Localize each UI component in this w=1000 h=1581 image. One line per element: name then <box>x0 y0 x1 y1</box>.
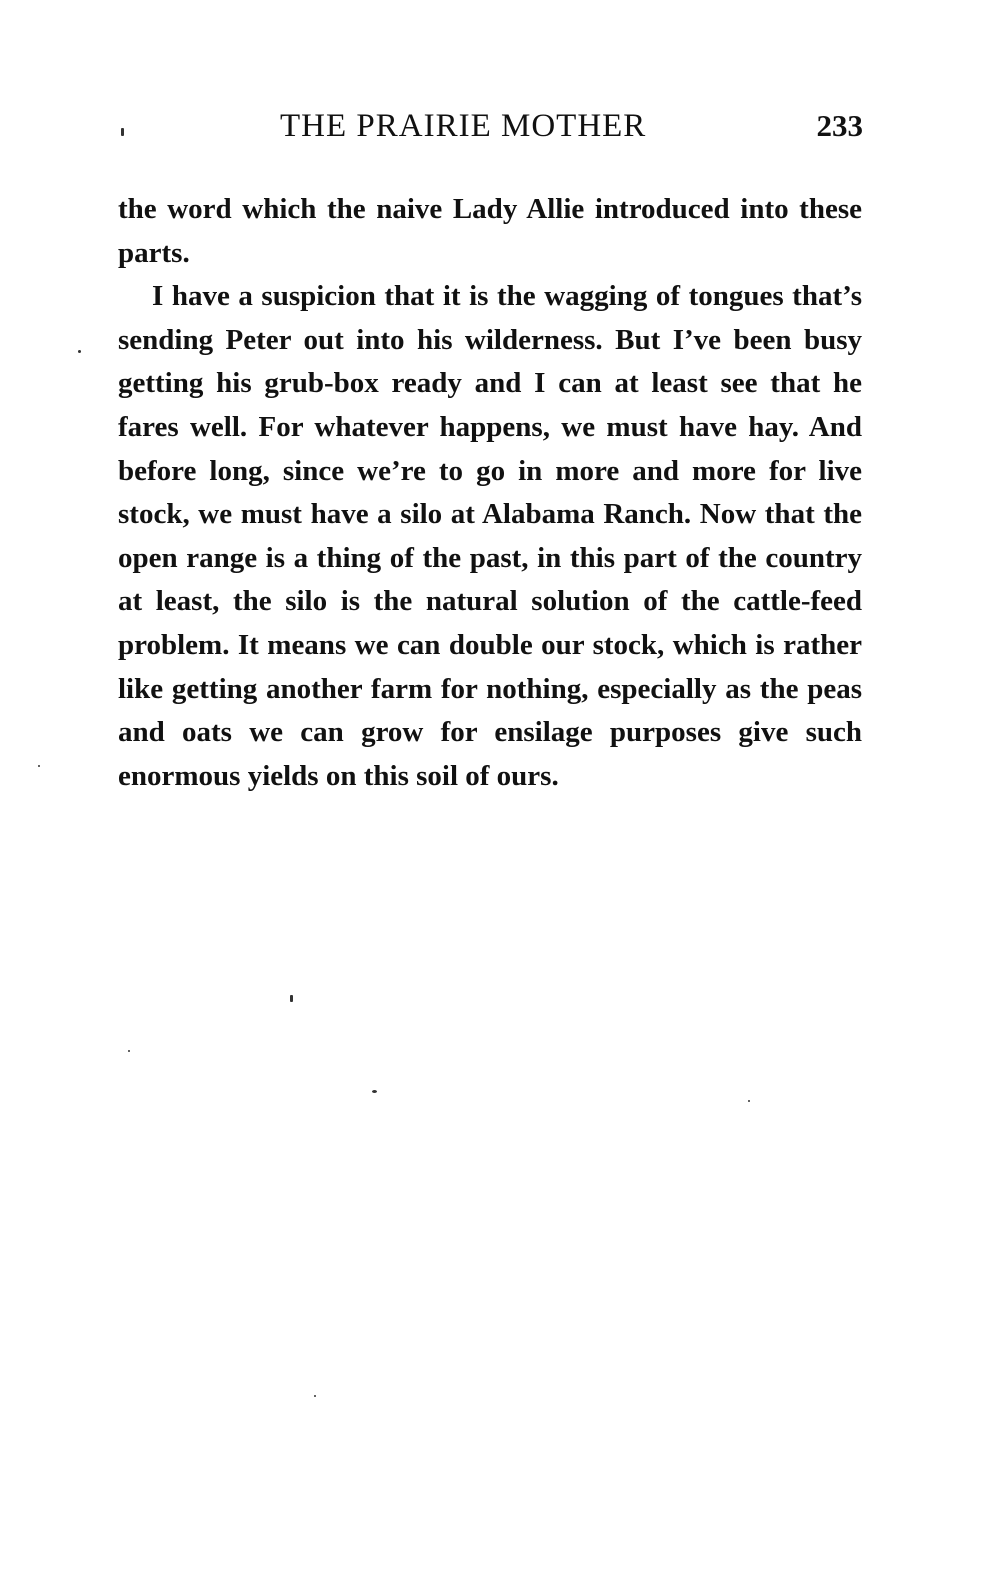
scan-speck <box>290 995 293 1002</box>
body-text <box>118 188 862 798</box>
scan-speck <box>748 1100 750 1102</box>
scan-speck <box>121 128 124 136</box>
paragraph-continuation: the word which the naive Lady Allie introduced into these parts. <box>118 193 862 269</box>
running-head <box>118 108 863 152</box>
scan-speck <box>78 350 81 353</box>
scan-speck <box>372 1090 377 1093</box>
scan-speck <box>128 1050 130 1052</box>
scan-speck <box>38 765 40 767</box>
page-number: 233 <box>816 108 863 143</box>
scan-speck <box>314 1395 316 1397</box>
paragraph: I have a suspicion that it is the wagging of tongues that’s sending Peter out into his wilderness. But I’ve been busy getting his grub-box ready and I can at least see that he fares well. For whatever happens, we must have hay. And before long, since we’re to go in more and more for live stock, we must have a silo at Alabama Ranch. Now that the open range is a thing of the past, in this part of the country at least, the silo is the natural solution of the cattle-feed problem. It means we can double our stock, which is rather like getting another farm for nothing, especially as the peas and oats we can grow for ensilage purposes give such enormous yields on this soil of ours. <box>118 280 862 792</box>
running-title: THE PRAIRIE MOTHER <box>280 108 647 144</box>
